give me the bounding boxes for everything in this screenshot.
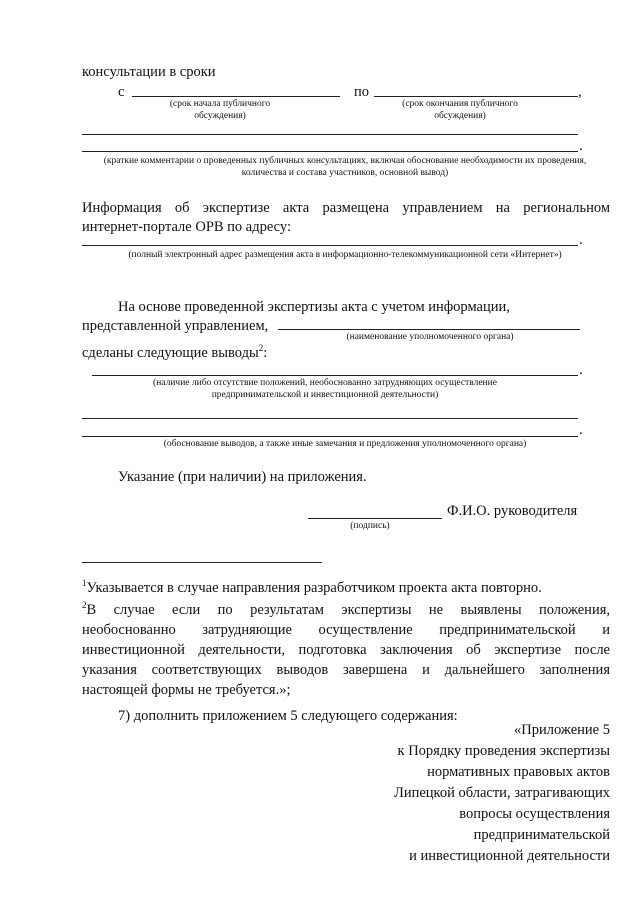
footnote-2-mark: 2 [82, 600, 87, 611]
end-date-caption: (срок окончания публичного обсуждения) [402, 99, 518, 121]
item-7: 7) дополнить приложением 5 следующего содержания: [118, 708, 458, 724]
end-date-line [374, 96, 578, 97]
footnote-2-line-1 [82, 600, 610, 620]
footnote-separator [82, 562, 322, 563]
comments-period: . [579, 138, 583, 154]
justification-line-1 [82, 418, 578, 419]
annex-header-line-2: к Порядку проведения экспертизы [397, 743, 610, 759]
provisions-caption: (наличие либо отсутствие положений, необоснованно затрудняющих осуществление предпринимательской и инвестиционной деятельности) [153, 378, 497, 400]
annex-header-line-6: предпринимательской [473, 827, 610, 843]
footnote-2-ref: 2 [258, 343, 264, 354]
from-label: с [118, 84, 125, 100]
annex-header-line-4: Липецкой области, затрагивающих [393, 785, 610, 801]
appendix-note: Указание (при наличии) на приложения. [118, 469, 367, 485]
portal-info-line-2: интернет-портале ОРВ по адресу: [82, 219, 292, 235]
footnote-2-line-5: настоящей формы не требуется.»; [82, 682, 291, 698]
start-date-caption: (срок начала публичного обсуждения) [169, 99, 271, 121]
signature-line [308, 518, 442, 519]
portal-address-caption: (полный электронный адрес размещения акта в информационно-телекоммуникационной сети «Интернет») [128, 250, 562, 260]
consultation-dates-label: консультации в сроки [82, 64, 216, 80]
footnote-1 [82, 578, 542, 598]
footnote-2-text-1: В случае если по результатам экспертизы не выявлены положения, [86, 602, 610, 618]
footnote-1-mark: 1 [82, 578, 87, 589]
portal-address-period: . [579, 232, 583, 248]
to-label: по [354, 84, 370, 100]
annex-header-line-5: вопросы осуществления [459, 806, 610, 822]
annex-header-line-3: нормативных правовых актов [427, 764, 610, 780]
end-date-comma: , [578, 84, 582, 100]
conclusions-label [82, 343, 267, 363]
comments-caption: (краткие комментарии о проведенных публичных консультациях, включая обоснование необходимости их проведения, количества и состава участников, основной вывод) [103, 156, 587, 178]
portal-info-line-1: Информация об экспертизе акта размещена управлением на региональном [82, 200, 610, 216]
conclusions-colon: : [263, 345, 268, 361]
start-date-line [132, 96, 340, 97]
footnote-2-line-3: инвестиционной деятельности, подготовка заключения об экспертизе после [82, 642, 610, 658]
basis-line-1: На основе проведенной экспертизы акта с учетом информации, [118, 299, 510, 315]
provisions-line [92, 375, 578, 376]
justification-caption: (обоснование выводов, а также иные замечания и предложения уполномоченного органа) [163, 439, 527, 449]
comments-line-1 [82, 134, 578, 135]
footnote-1-text: Указывается в случае направления разработчиком проекта акта повторно. [86, 580, 542, 596]
justification-line-2 [82, 436, 578, 437]
signature-caption: (подпись) [350, 521, 390, 531]
justification-period: . [579, 422, 583, 438]
annex-header-line-7: и инвестиционной деятельности [409, 848, 610, 864]
authorized-organ-line [278, 329, 580, 330]
footnote-2-line-2: необоснованно затрудняющие осуществление предпринимательской и [82, 622, 610, 638]
conclusions-text: сделаны следующие выводы [82, 345, 259, 361]
comments-line-2 [82, 151, 578, 152]
basis-line-2: представленной управлением, [82, 318, 269, 334]
portal-address-line [82, 245, 578, 246]
annex-header-line-1: «Приложение 5 [514, 722, 610, 738]
provisions-period: . [579, 362, 583, 378]
authorized-organ-caption: (наименование уполномоченного органа) [346, 332, 514, 342]
footnote-2-line-4: указания соответствующих выводов завершена и дальнейшего заполнения [82, 662, 610, 678]
head-name-label: Ф.И.О. руководителя [447, 503, 578, 519]
